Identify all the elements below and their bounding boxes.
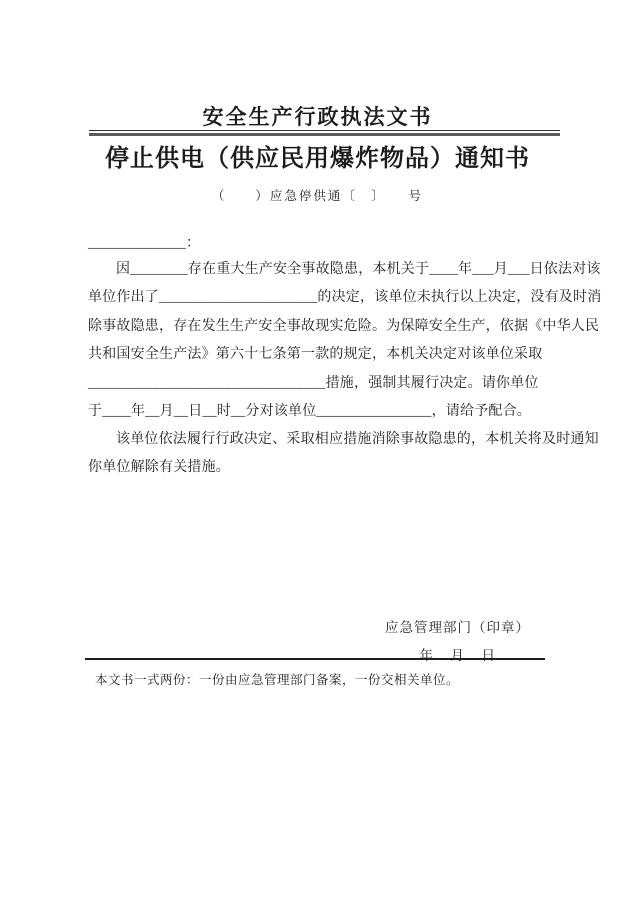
document-title: 停止供电（供应民用爆炸物品）通知书 bbox=[105, 145, 530, 172]
document-number: （ ）应急停供通〔 〕 号 bbox=[211, 189, 424, 203]
body-line: 于____年__月__日__时__分对该单位________________，请给予配合。 bbox=[88, 403, 531, 419]
footnote: 本文书一式两份：一份由应急管理部门备案，一份交相关单位。 bbox=[95, 673, 460, 687]
body-line: 共和国安全生产法》第六十七条第一款的规定，本机关决定对该单位采取 bbox=[88, 347, 543, 363]
document-category-title: 安全生产行政执法文书 bbox=[202, 106, 433, 129]
body-line: 因________存在重大生产安全事故隐患，本机关于____年___月___日依法对该 bbox=[116, 262, 601, 277]
body-line: 该单位依法履行行政决定、采取相应措施消除事故隐患的，本机关将及时通知 bbox=[116, 432, 599, 447]
body-line: 单位作出了______________________的决定，该单位未执行以上决定，没有及时消 bbox=[88, 290, 602, 306]
signature-date: 年 月 日 bbox=[419, 648, 497, 663]
body-paragraph-2 bbox=[88, 426, 599, 483]
footnote-divider bbox=[85, 658, 545, 660]
body-line: 你单位解除有关措施。 bbox=[88, 460, 230, 476]
body-line: _________________________________措施，强制其履行决定。请你单位 bbox=[88, 375, 539, 391]
header-divider bbox=[89, 130, 560, 136]
body-line: 除事故隐患，存在发生生产安全事故现实危险。为保障安全生产，依据《中华人民 bbox=[88, 318, 600, 334]
salutation-line: ______________： bbox=[88, 236, 200, 251]
signature-department: 应急管理部门（印章） bbox=[385, 620, 530, 635]
body-paragraph-1 bbox=[88, 256, 602, 426]
